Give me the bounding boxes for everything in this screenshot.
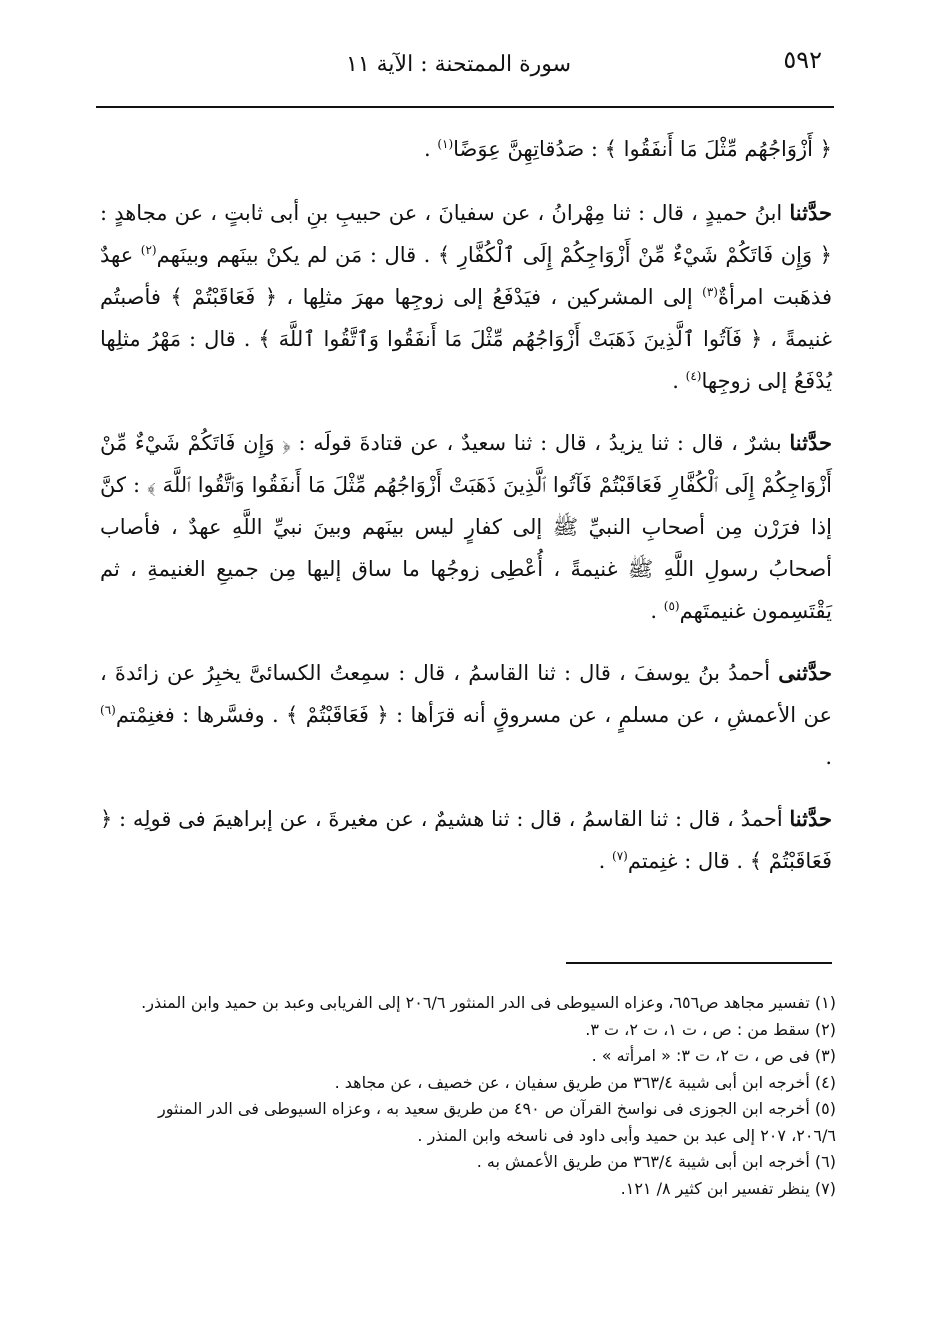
footnote: (١) تفسير مجاهد ص٦٥٦، وعزاه السيوطى فى الدر المنثور ٢٠٦/٦ إلى الفريابى وعبد بن حميد وابن المنذر. [141, 993, 836, 1012]
footnote: (٥) أخرجه ابن الجوزى فى نواسخ القرآن ص ٤٩٠ من طريق سعيد به ، وعزاه السيوطى فى الدر المنثور ٢٠٦/٦، ٢٠٧ إلى عبد بن حميد وأبى داود فى ناسخه وابن المنذر . [158, 1099, 836, 1145]
footnote: (٧) ينظر تفسير ابن كثير ٨/ ١٢١. [620, 1178, 836, 1198]
paragraph-lead: حدَّثنا [789, 806, 832, 831]
paragraph [100, 652, 832, 778]
footnote: (٢) سقط من : ص ، ت ١، ت ٢، ت ٣. [585, 1019, 836, 1039]
paragraph [100, 422, 832, 632]
header-divider [96, 106, 834, 108]
page-header [96, 46, 832, 96]
footnote: (٤) أخرجه ابن أبى شيبة ٣٦٣/٤ من طريق سفيان ، عن خصيف ، عن مجاهد . [334, 1072, 836, 1092]
paragraph-text: إلى المشركين ، فيَدْفَعُ إلى زوجِها مهرَ مثلِها ، ﴿ فَعَاقَبْتُمْ ﴾ فأصبتُم غنيمةً ، ﴿ فَآتُوا ٱلَّذِينَ ذَهَبَتْ أَزْوَاجُهُم مِّثْلَ مَا أَنفَقُوا وَٱتَّقُوا ٱللَّهَ ﴾ . قال : مَهْرُ مثلِها يُدْفَعُ إلى زوجِها [100, 285, 832, 393]
footnote-reference: (٥) [663, 599, 680, 613]
footnote-reference: (٢) [140, 243, 157, 257]
paragraph-text: بشرٌ ، قال : ثنا يزيدُ ، قال : ثنا سعيدٌ ، عن قتادةَ قولَه : ﴿ وَإِن فَاتَكُمْ شَيْءٌ مِّنْ أَزْوَاجِكُمْ إِلَى ٱلْكُفَّارِ فَعَاقَبْتُمْ فَآتُوا ٱلَّذِينَ ذَهَبَتْ أَزْوَاجُهُم مِّثْلَ مَا أَنفَقُوا وَٱتَّقُوا ٱللَّهَ ﴾ : كنَّ إذا فرَرْن مِن أصحابِ النبيِّ ﷺ إلى كفارٍ ليس بينَهم وبينَ نبيِّ اللَّهِ عهدٌ ، فأصاب أصحابُ رسولِ اللَّهِ ﷺ غنيمةً ، أُعْطِى زوجُها ما ساق إليها مِن جميعِ الغنيمةِ ، ثم يَقْتَسِمون غنيمتَهم [100, 431, 832, 623]
paragraph-text: عهدٌ فذهَبت امرأةٌ [100, 243, 832, 309]
paragraph-end: . [672, 369, 686, 393]
paragraph-lead: حدَّثنا [789, 200, 832, 225]
footnote: (٦) أخرجه ابن أبى شيبة ٣٦٣/٤ من طريق الأعمش به . [476, 1152, 836, 1171]
footnote-reference: (٧) [612, 849, 628, 863]
main-text [100, 128, 832, 902]
paragraph-end: . [650, 599, 664, 623]
paragraph-lead: حدَّثنا [789, 430, 832, 455]
footnotes [110, 990, 836, 1202]
paragraph-text: ﴿ أَزْوَاجُهُم مِّثْلَ مَا أَنفَقُوا ﴾ : صَدُقاتِهِنَّ عِوَضًا [453, 137, 832, 161]
paragraph-text: أحمدُ بنُ يوسفَ ، قال : ثنا القاسمُ ، قال : سمِعتُ الكسائىَّ يخبِرُ عن زائدةَ ، عن الأعمشِ ، عن مسلمٍ ، عن مسروقٍ أنه قرَأها : ﴿ فَعَاقَبْتُمْ ﴾ . وفسَّرها : فغنِمْتم [100, 661, 832, 727]
paragraph-text: أحمدُ ، قال : ثنا القاسمُ ، قال : ثنا هشيمٌ ، عن مغيرةَ ، عن إبراهيمَ فى قولِه : ﴿ فَعَاقَبْتُمْ ﴾ . قال : غنِمتم [100, 807, 832, 873]
page-number: ٥٩٢ [783, 46, 822, 74]
footnote-reference: (٣) [702, 285, 718, 299]
paragraph [100, 798, 832, 882]
paragraph-end: . [423, 137, 438, 161]
footnote-reference: (٤) [685, 369, 702, 383]
paragraph-end: . [598, 849, 613, 873]
paragraph [100, 128, 832, 170]
paragraph-end: . [825, 745, 832, 769]
running-title: سورة الممتحنة : الآية ١١ [346, 52, 572, 77]
footnote-reference: (٦) [100, 703, 116, 717]
footnote-divider [566, 962, 832, 964]
footnote: (٣) فى ص ، ت ٢، ت ٣: « امرأته » . [591, 1046, 836, 1065]
paragraph [100, 192, 832, 402]
footnote-reference: (١) [437, 137, 454, 151]
paragraph-text: ابنُ حميدٍ ، قال : ثنا مِهْرانُ ، عن سفيانَ ، عن حبيبِ بنِ أبى ثابتٍ ، عن مجاهدٍ : ﴿ وَإِن فَاتَكُمْ شَيْءٌ مِّنْ أَزْوَاجِكُمْ إِلَى ٱلْكُفَّارِ ﴾ . قال : مَن لم يكنْ بينَهم وبينَهم [100, 201, 832, 267]
paragraph-lead: حدَّثنى [778, 660, 832, 685]
